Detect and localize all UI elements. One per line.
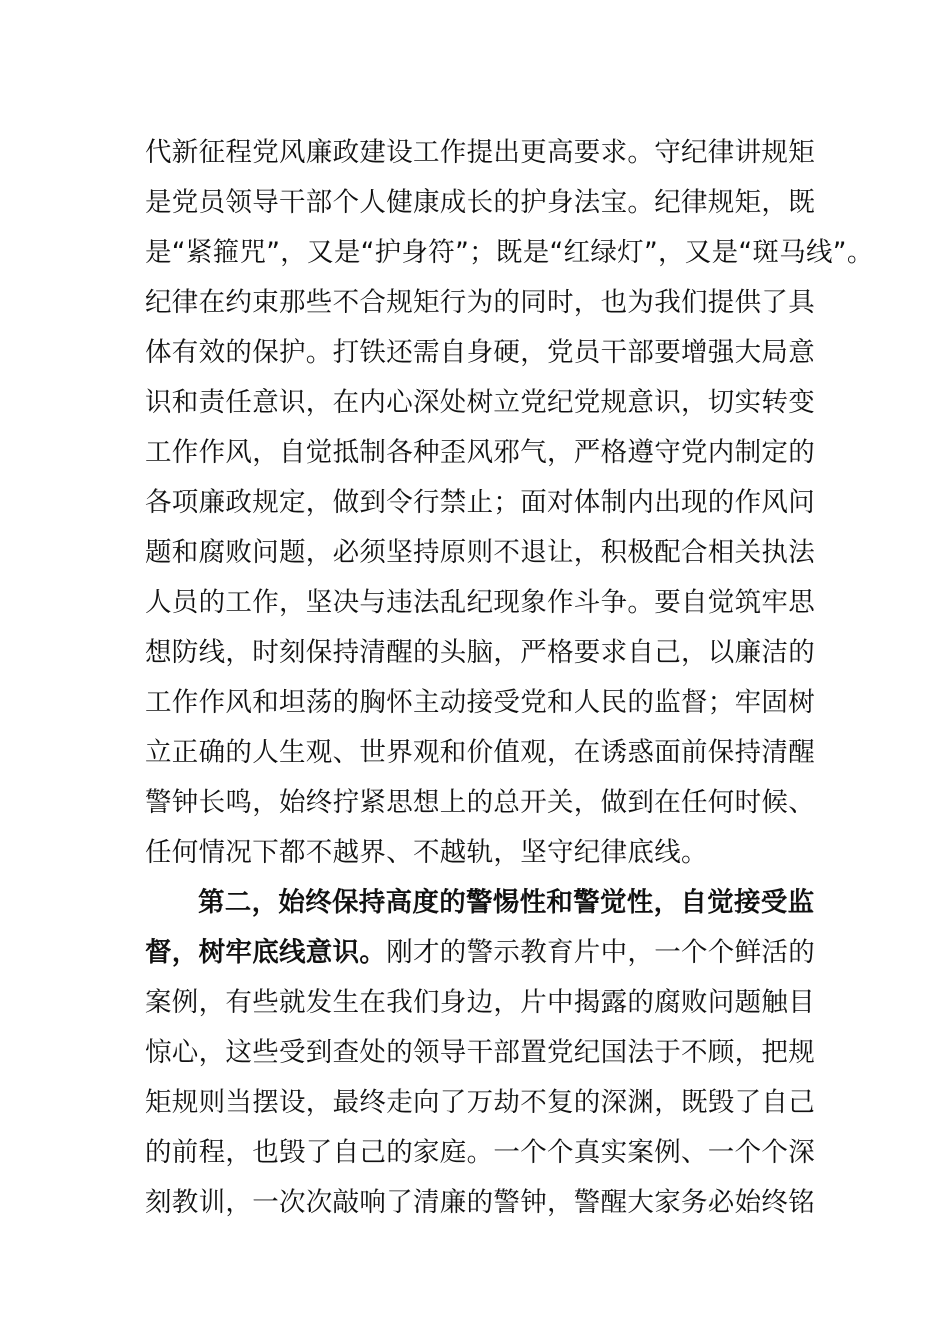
text-line: 案例，有些就发生在我们身边，片中揭露的腐败问题触目	[145, 987, 815, 1018]
text-line: 工作作风和坦荡的胸怀主动接受党和人民的监督；牢固树	[145, 687, 815, 718]
text-line: 任何情况下都不越界、不越轨，坚守纪律底线。	[145, 837, 708, 868]
text-line: 题和腐败问题，必须坚持原则不退让，积极配合相关执法	[145, 537, 815, 568]
text-line: 矩规则当摆设，最终走向了万劫不复的深渊，既毁了自己	[145, 1087, 815, 1118]
text-line: 的前程，也毁了自己的家庭。一个个真实案例、一个个深	[145, 1137, 815, 1168]
section-heading-bold: 督，树牢底线意识。	[145, 937, 387, 968]
text-line: 立正确的人生观、世界观和价值观，在诱惑面前保持清醒	[145, 737, 815, 768]
text-line: 刻教训，一次次敲响了清廉的警钟，警醒大家务必始终铭	[145, 1187, 815, 1218]
text-line: 想防线，时刻保持清醒的头脑，严格要求自己，以廉洁的	[145, 637, 815, 668]
section-heading-line	[145, 928, 816, 978]
text-line: 惊心，这些受到查处的领导干部置党纪国法于不顾，把规	[145, 1037, 815, 1068]
text-line: 代新征程党风廉政建设工作提出更高要求。守纪律讲规矩	[145, 137, 815, 168]
text-line: 人员的工作，坚决与违法乱纪现象作斗争。要自觉筑牢思	[145, 587, 815, 618]
section-heading-rest: 刚才的警示教育片中，一个个鲜活的	[386, 937, 816, 968]
section-heading-line: 第二，始终保持高度的警惕性和警觉性，自觉接受监	[198, 887, 815, 918]
text-line: 工作作风，自觉抵制各种歪风邪气，严格遵守党内制定的	[145, 437, 815, 468]
text-line: 纪律在约束那些不合规矩行为的同时，也为我们提供了具	[145, 287, 815, 318]
text-line: 是党员领导干部个人健康成长的护身法宝。纪律规矩，既	[145, 187, 815, 218]
text-line: 识和责任意识，在内心深处树立党纪党规意识，切实转变	[145, 387, 815, 418]
text-line: 体有效的保护。打铁还需自身硬，党员干部要增强大局意	[145, 337, 815, 368]
text-line: 是“紧箍咒”，又是“护身符”；既是“红绿灯”，又是“斑马线”。	[145, 237, 874, 268]
body-text	[145, 128, 874, 1228]
text-line: 警钟长鸣，始终拧紧思想上的总开关，做到在任何时候、	[145, 787, 815, 818]
text-line: 各项廉政规定，做到令行禁止；面对体制内出现的作风问	[145, 487, 815, 518]
